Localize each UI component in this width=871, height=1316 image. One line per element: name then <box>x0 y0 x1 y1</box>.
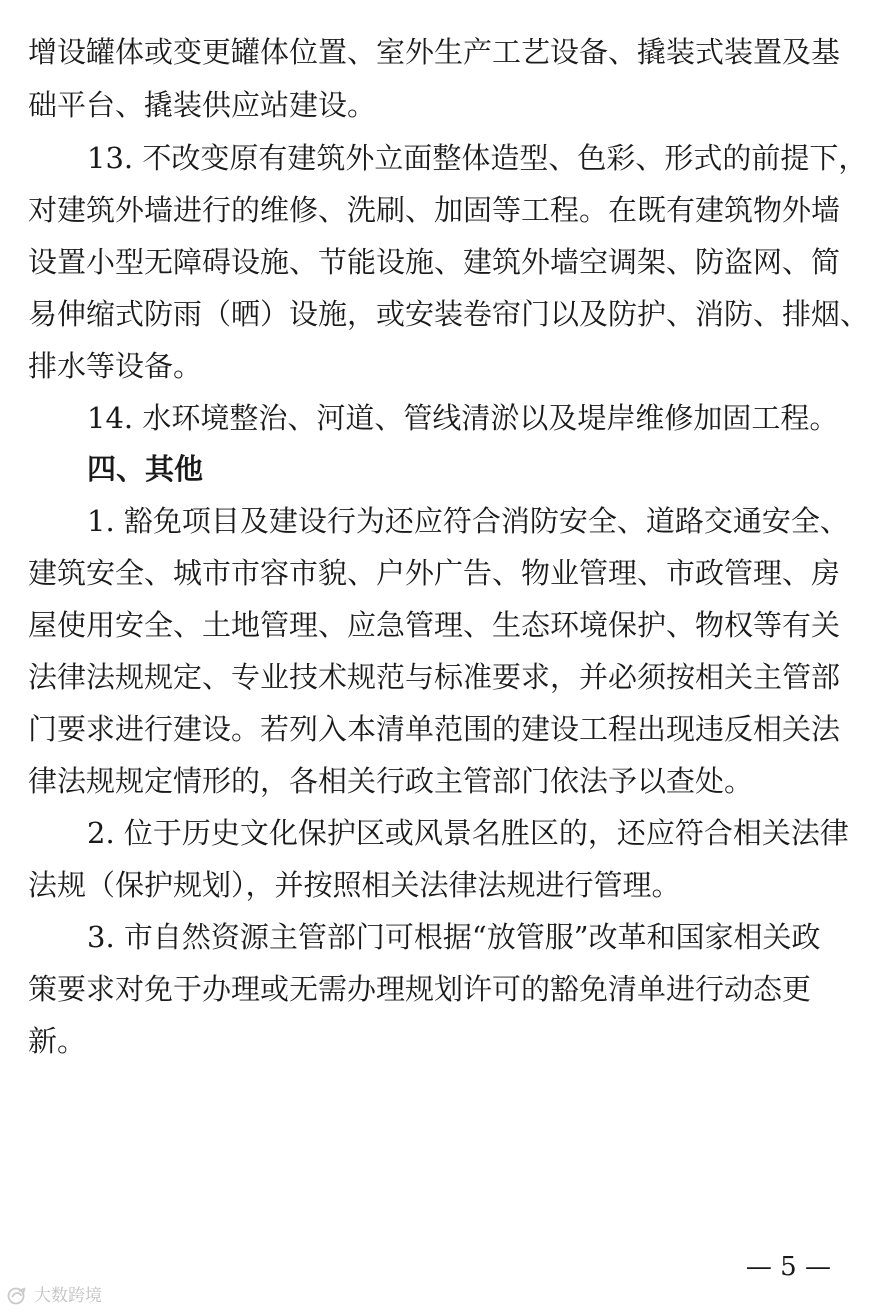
line-text: 排水等设备。 <box>28 349 203 383</box>
line-text: 2. 位于历史文化保护区或风景名胜区的，还应符合相关法律 <box>87 816 849 850</box>
line-text: 建筑安全、城市市容市貌、户外广告、物业管理、市政管理、房 <box>28 556 841 590</box>
heading-text: 四、其他 <box>87 452 204 486</box>
document-line <box>0 1021 871 1061</box>
document-line <box>0 865 871 905</box>
line-text: 1. 豁免项目及建设行为还应符合消防安全、道路交通安全、 <box>87 504 849 538</box>
line-text: 础平台、撬装供应站建设。 <box>28 88 377 122</box>
line-text: 新。 <box>28 1024 87 1058</box>
line-text: 14. 水环境整治、河道、管线清淤以及堤岸维修加固工程。 <box>87 401 839 435</box>
document-line <box>0 709 871 749</box>
line-text: 策要求对免于办理或无需办理规划许可的豁免清单进行动态更 <box>28 972 812 1006</box>
line-text: 设置小型无障碍设施、节能设施、建筑外墙空调架、防盗网、简 <box>28 245 841 279</box>
line-text: 律法规规定情形的，各相关行政主管部门依法予以查处。 <box>28 764 754 798</box>
document-line <box>0 969 871 1009</box>
document-line <box>0 605 871 645</box>
line-text: 13. 不改变原有建筑外立面整体造型、色彩、形式的前提下， <box>87 141 868 175</box>
document-line <box>0 32 871 72</box>
watermark <box>6 1284 102 1308</box>
watermark-logo-icon <box>6 1284 30 1308</box>
document-line <box>0 346 871 386</box>
document-line <box>0 813 871 853</box>
document-line <box>0 501 871 541</box>
document-line <box>0 85 871 125</box>
page-number: — 5 — <box>745 1252 831 1282</box>
section-heading <box>0 449 871 489</box>
document-line <box>0 138 871 178</box>
document-line <box>0 761 871 801</box>
watermark-text: 大数跨境 <box>34 1286 102 1306</box>
line-text: 法律法规规定、专业技术规范与标准要求，并必须按相关主管部 <box>28 660 841 694</box>
line-text: 3. 市自然资源主管部门可根据“放管服”改革和国家相关政 <box>87 920 821 954</box>
document-line <box>0 657 871 697</box>
document-line <box>0 294 871 334</box>
line-text: 增设罐体或变更罐体位置、室外生产工艺设备、撬装式装置及基 <box>28 35 841 69</box>
document-line <box>0 553 871 593</box>
line-text: 法规（保护规划），并按照相关法律法规进行管理。 <box>28 868 681 902</box>
line-text: 易伸缩式防雨（晒）设施，或安装卷帘门以及防护、消防、排烟、 <box>28 297 870 331</box>
document-line <box>0 917 871 957</box>
line-text: 门要求进行建设。若列入本清单范围的建设工程出现违反相关法 <box>28 712 841 746</box>
line-text: 屋使用安全、土地管理、应急管理、生态环境保护、物权等有关 <box>28 608 841 642</box>
document-line <box>0 242 871 282</box>
document-line <box>0 190 871 230</box>
line-text: 对建筑外墙进行的维修、洗刷、加固等工程。在既有建筑物外墙 <box>28 193 841 227</box>
document-line <box>0 398 871 438</box>
